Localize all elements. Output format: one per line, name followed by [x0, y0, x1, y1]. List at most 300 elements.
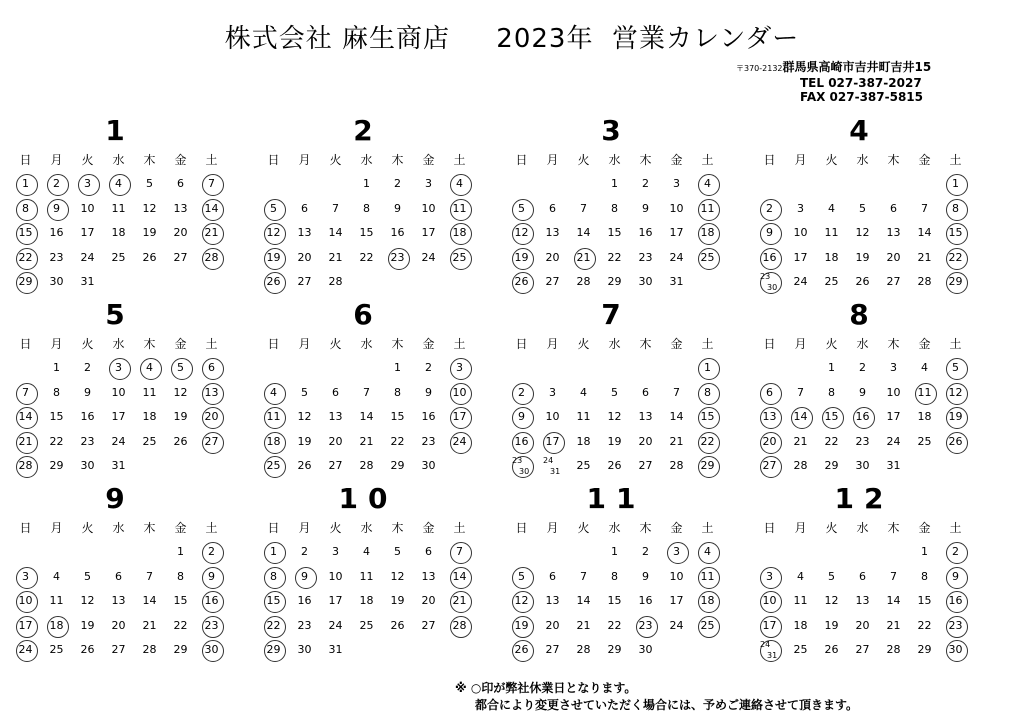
day-cell: 9: [425, 385, 432, 399]
day-cell: 24: [10, 638, 41, 663]
empty-cell: [444, 638, 475, 663]
day-cell: 18: [111, 226, 126, 239]
day-cell: 13: [196, 381, 227, 406]
day-cell: 16: [940, 589, 971, 614]
empty-cell: [10, 540, 41, 565]
day-cell: 5: [301, 385, 308, 399]
weekday-header: 水: [608, 337, 621, 351]
day-cell: 26: [80, 643, 95, 656]
empty-cell: [444, 454, 475, 479]
empty-cell: [506, 540, 537, 565]
day-cell: 14: [917, 226, 932, 239]
weekday-header: 水: [608, 153, 621, 167]
day-cell: 28: [917, 275, 932, 288]
month-4: [754, 112, 974, 296]
empty-cell: [165, 454, 196, 479]
weekday-header: 木: [639, 153, 652, 167]
day-cell: 20: [638, 434, 653, 448]
month-number: 6: [353, 298, 383, 331]
day-cell: 21: [886, 618, 901, 632]
day-cell: 26: [940, 430, 971, 455]
day-cell: 14: [196, 197, 227, 222]
page-title: 株式会社 麻生商店 2023年 営業カレンダー: [224, 24, 800, 54]
month-number: 12: [834, 482, 894, 515]
month-9: [10, 480, 230, 664]
weekday-header: 火: [329, 337, 342, 351]
day-cell: 7: [580, 201, 587, 215]
day-cell: 29: [390, 459, 405, 472]
day-cell: 8: [363, 201, 370, 215]
empty-cell: [568, 356, 599, 381]
day-cell: 23: [630, 614, 661, 639]
empty-cell: [754, 540, 785, 565]
month-6: [258, 296, 478, 480]
empty-cell: [847, 172, 878, 197]
day-cell: 12: [173, 385, 188, 399]
weekday-header: 土: [949, 521, 962, 535]
month-number: 7: [601, 298, 631, 331]
day-cell: 17: [886, 410, 901, 423]
day-cell: 7: [146, 569, 153, 583]
weekday-header: 土: [701, 521, 714, 535]
day-cell: 30: [196, 638, 227, 663]
day-cell: 13: [111, 594, 126, 607]
month-number: 10: [338, 482, 398, 515]
empty-cell: [134, 454, 165, 479]
day-cell: 21: [142, 618, 157, 632]
weekday-header: 土: [453, 337, 466, 351]
weekday-header: 水: [608, 521, 621, 535]
empty-cell: [692, 270, 723, 295]
weekday-header: 日: [515, 521, 528, 535]
weekday-header: 水: [856, 521, 869, 535]
empty-cell: [382, 270, 413, 295]
day-cell: 19: [506, 246, 537, 271]
empty-cell: [103, 540, 134, 565]
day-cell: 24: [669, 250, 684, 264]
day-cell: 9: [394, 201, 401, 215]
weekday-header: 月: [50, 521, 63, 535]
day-cell: 3: [661, 540, 692, 565]
weekday-header: 月: [298, 153, 311, 167]
day-cell: 4: [921, 361, 928, 374]
day-cell: 19: [607, 434, 622, 448]
day-cell: 30: [638, 275, 653, 288]
day-cell: 10: [886, 385, 901, 399]
day-cell: 16: [638, 594, 653, 607]
day-cell: 11: [111, 201, 126, 215]
day-cell: 22: [917, 618, 932, 632]
weekday-header: 土: [453, 521, 466, 535]
day-cell: 3: [444, 356, 475, 381]
empty-cell: [754, 172, 785, 197]
day-cell: 19: [855, 250, 870, 264]
empty-cell: [165, 270, 196, 295]
day-cell: 17: [444, 405, 475, 430]
day-cell: 15: [10, 221, 41, 246]
day-cell: 20: [754, 430, 785, 455]
weekday-header: 日: [515, 153, 528, 167]
month-number: 9: [105, 482, 135, 515]
day-cell: 28: [669, 459, 684, 472]
day-cell: 3: [72, 172, 103, 197]
day-cell: 29: [10, 270, 41, 295]
day-cell: 9: [754, 221, 785, 246]
day-cell: 11: [142, 385, 157, 399]
day-cell: 20: [545, 618, 560, 632]
day-cell: 17: [421, 226, 436, 239]
weekday-header: 土: [205, 521, 218, 535]
day-cell: 16: [80, 410, 95, 423]
empty-cell: [72, 540, 103, 565]
day-cell: 6: [549, 201, 556, 215]
empty-cell: [506, 172, 537, 197]
day-cell: 2: [940, 540, 971, 565]
day-cell: 30: [49, 275, 64, 288]
weekday-header: 月: [50, 337, 63, 351]
empty-cell: [878, 540, 909, 565]
day-cell: 28: [793, 459, 808, 472]
day-cell: 25: [692, 614, 723, 639]
day-cell: 1: [258, 540, 289, 565]
weekday-header: 金: [918, 521, 931, 535]
day-cell: 8: [611, 569, 618, 583]
weekday-header: 木: [391, 521, 404, 535]
empty-cell: [537, 540, 568, 565]
day-cell: 17: [10, 614, 41, 639]
empty-cell: [289, 172, 320, 197]
day-cell: 24 31: [543, 456, 561, 476]
day-cell: 13: [886, 226, 901, 239]
day-cell: 1: [53, 361, 60, 374]
weekday-header: 月: [794, 337, 807, 351]
day-cell: 21: [793, 434, 808, 448]
day-cell: 2: [301, 545, 308, 558]
weekday-header: 日: [19, 153, 32, 167]
day-cell: 10: [669, 201, 684, 215]
month-number: 4: [849, 114, 879, 147]
day-cell: 29: [49, 459, 64, 472]
day-cell: 3: [10, 565, 41, 590]
day-cell: 1: [363, 177, 370, 190]
day-cell: 24: [886, 434, 901, 448]
empty-cell: [103, 270, 134, 295]
day-cell: 24: [328, 618, 343, 632]
empty-cell: [568, 540, 599, 565]
day-cell: 22: [390, 434, 405, 448]
day-cell: 2: [506, 381, 537, 406]
month-number: 11: [586, 482, 646, 515]
day-cell: 17: [669, 226, 684, 239]
day-cell: 19: [142, 226, 157, 239]
day-cell: 19: [173, 410, 188, 423]
month-10: [258, 480, 478, 664]
day-cell: 15: [607, 594, 622, 607]
weekday-header: 火: [81, 337, 94, 351]
day-cell: 26: [506, 270, 537, 295]
day-cell: 6: [642, 385, 649, 399]
day-cell: 7: [673, 385, 680, 399]
day-cell: 25: [793, 643, 808, 656]
day-cell: 25: [576, 459, 591, 472]
day-cell: 12: [855, 226, 870, 239]
day-cell: 21: [669, 434, 684, 448]
weekday-header: 金: [174, 521, 187, 535]
day-cell: 2: [859, 361, 866, 374]
weekday-header: 月: [298, 521, 311, 535]
day-cell: 28: [196, 246, 227, 271]
day-cell: 17: [669, 594, 684, 607]
day-cell: 4: [828, 201, 835, 215]
day-cell: 29: [607, 275, 622, 288]
day-cell: 5: [611, 385, 618, 399]
day-cell: 3: [103, 356, 134, 381]
day-cell: 11: [49, 594, 64, 607]
day-cell: 31: [669, 275, 684, 288]
weekday-header: 火: [825, 337, 838, 351]
empty-cell: [444, 270, 475, 295]
footer-note: [455, 680, 858, 714]
day-cell: 6: [196, 356, 227, 381]
empty-cell: [599, 356, 630, 381]
day-cell: 8: [692, 381, 723, 406]
day-cell: 25: [917, 434, 932, 448]
day-cell: 5: [258, 197, 289, 222]
weekday-header: 月: [794, 521, 807, 535]
day-cell: 2: [84, 361, 91, 374]
weekday-header: 火: [81, 521, 94, 535]
day-cell: 27: [545, 275, 560, 288]
day-cell: 4: [53, 569, 60, 583]
day-cell: 3: [425, 177, 432, 190]
day-cell: 9: [859, 385, 866, 399]
month-7: [506, 296, 726, 480]
day-cell: 7: [196, 172, 227, 197]
day-cell: 18: [917, 410, 932, 423]
day-cell: 16: [847, 405, 878, 430]
day-cell: 1: [10, 172, 41, 197]
day-cell: 6: [549, 569, 556, 583]
day-cell: 27: [328, 459, 343, 472]
day-cell: 24 31: [754, 638, 785, 663]
day-cell: 14: [669, 410, 684, 423]
day-cell: 26: [506, 638, 537, 663]
empty-cell: [909, 454, 940, 479]
day-cell: 5: [828, 569, 835, 583]
day-cell: 5: [394, 545, 401, 558]
day-cell: 9: [642, 201, 649, 215]
day-cell: 18: [692, 221, 723, 246]
day-cell: 1: [611, 177, 618, 190]
day-cell: 27: [196, 430, 227, 455]
weekday-header: 水: [112, 521, 125, 535]
day-cell: 29: [824, 459, 839, 472]
company-address: [736, 60, 931, 104]
weekday-header: 金: [422, 337, 435, 351]
telephone: TEL 027-387-2027: [800, 76, 922, 90]
day-cell: 12: [258, 221, 289, 246]
weekday-header: 金: [422, 153, 435, 167]
day-cell: 22: [607, 618, 622, 632]
empty-cell: [196, 454, 227, 479]
day-cell: 29: [940, 270, 971, 295]
day-cell: 20: [196, 405, 227, 430]
day-cell: 31: [80, 275, 95, 288]
day-cell: 28: [576, 643, 591, 656]
weekday-header: 木: [143, 521, 156, 535]
day-cell: 24: [421, 250, 436, 264]
day-cell: 19: [824, 618, 839, 632]
weekday-header: 土: [205, 153, 218, 167]
day-cell: 13: [638, 410, 653, 423]
day-cell: 5: [859, 201, 866, 215]
day-cell: 26: [297, 459, 312, 472]
day-cell: 20: [173, 226, 188, 239]
day-cell: 17: [754, 614, 785, 639]
day-cell: 14: [444, 565, 475, 590]
day-cell: 13: [173, 201, 188, 215]
day-cell: 8: [10, 197, 41, 222]
note-line-2: 都合により変更させていただく場合には、予めご連絡させて頂きます。: [475, 698, 859, 712]
empty-cell: [661, 638, 692, 663]
day-cell: 16: [297, 594, 312, 607]
day-cell: 7: [10, 381, 41, 406]
day-cell: 28: [886, 643, 901, 656]
weekday-header: 金: [670, 521, 683, 535]
weekday-header: 火: [577, 521, 590, 535]
weekday-header: 月: [546, 521, 559, 535]
day-cell: 12: [297, 410, 312, 423]
weekday-header: 金: [174, 337, 187, 351]
day-cell: 15: [607, 226, 622, 239]
day-cell: 17: [793, 250, 808, 264]
day-cell: 24: [793, 275, 808, 288]
day-cell: 14: [576, 594, 591, 607]
day-cell: 4: [134, 356, 165, 381]
day-cell: 23: [855, 434, 870, 448]
month-5: [10, 296, 230, 480]
day-cell: 28: [142, 643, 157, 656]
day-cell: 12: [824, 594, 839, 607]
weekday-header: 月: [546, 337, 559, 351]
day-cell: 16: [196, 589, 227, 614]
empty-cell: [785, 540, 816, 565]
weekday-header: 金: [670, 337, 683, 351]
day-cell: 6: [859, 569, 866, 583]
day-cell: 31: [111, 459, 126, 472]
day-cell: 2: [754, 197, 785, 222]
empty-cell: [537, 356, 568, 381]
day-cell: 6: [177, 177, 184, 190]
day-cell: 6: [890, 201, 897, 215]
day-cell: 15: [816, 405, 847, 430]
empty-cell: [785, 172, 816, 197]
weekday-header: 水: [112, 153, 125, 167]
day-cell: 4: [363, 545, 370, 558]
weekday-header: 土: [701, 153, 714, 167]
day-cell: 16: [49, 226, 64, 239]
day-cell: 27: [111, 643, 126, 656]
day-cell: 10: [669, 569, 684, 583]
day-cell: 16: [754, 246, 785, 271]
day-cell: 7: [444, 540, 475, 565]
day-cell: 2: [642, 545, 649, 558]
weekday-header: 日: [267, 521, 280, 535]
day-cell: 11: [824, 226, 839, 239]
weekday-header: 水: [360, 521, 373, 535]
day-cell: 13: [297, 226, 312, 239]
day-cell: 23: [382, 246, 413, 271]
day-cell: 11: [359, 569, 374, 583]
day-cell: 26: [142, 250, 157, 264]
empty-cell: [413, 270, 444, 295]
day-cell: 15: [940, 221, 971, 246]
day-cell: 24: [669, 618, 684, 632]
day-cell: 3: [797, 201, 804, 215]
day-cell: 8: [828, 385, 835, 399]
weekday-header: 火: [825, 521, 838, 535]
day-cell: 30: [80, 459, 95, 472]
day-cell: 19: [506, 614, 537, 639]
day-cell: 13: [545, 594, 560, 607]
empty-cell: [754, 356, 785, 381]
day-cell: 29: [692, 454, 723, 479]
weekday-header: 日: [515, 337, 528, 351]
weekday-header: 月: [298, 337, 311, 351]
day-cell: 12: [940, 381, 971, 406]
day-cell: 1: [177, 545, 184, 558]
month-number: 3: [601, 114, 631, 147]
day-cell: 20: [855, 618, 870, 632]
day-cell: 4: [797, 569, 804, 583]
month-number: 1: [105, 114, 135, 147]
day-cell: 28: [444, 614, 475, 639]
day-cell: 18: [41, 614, 72, 639]
empty-cell: [816, 540, 847, 565]
day-cell: 11: [258, 405, 289, 430]
weekday-header: 火: [577, 337, 590, 351]
day-cell: 3: [673, 177, 680, 190]
day-cell: 15: [49, 410, 64, 423]
day-cell: 29: [607, 643, 622, 656]
weekday-header: 土: [949, 153, 962, 167]
day-cell: 15: [359, 226, 374, 239]
day-cell: 1: [394, 361, 401, 374]
day-cell: 27: [886, 275, 901, 288]
day-cell: 3: [890, 361, 897, 374]
weekday-header: 土: [205, 337, 218, 351]
day-cell: 24: [111, 434, 126, 448]
day-cell: 30: [421, 459, 436, 472]
day-cell: 29: [917, 643, 932, 656]
day-cell: 26: [855, 275, 870, 288]
day-cell: 15: [390, 410, 405, 423]
weekday-header: 木: [887, 337, 900, 351]
month-number: 5: [105, 298, 135, 331]
day-cell: 21: [328, 250, 343, 264]
day-cell: 23: [421, 434, 436, 448]
day-cell: 5: [506, 565, 537, 590]
month-1: [10, 112, 230, 296]
day-cell: 31: [328, 643, 343, 656]
day-cell: 17: [537, 430, 568, 455]
day-cell: 7: [890, 569, 897, 583]
day-cell: 25: [258, 454, 289, 479]
day-cell: 25: [111, 250, 126, 264]
weekday-header: 水: [856, 153, 869, 167]
day-cell: 29: [258, 638, 289, 663]
weekday-header: 木: [391, 337, 404, 351]
